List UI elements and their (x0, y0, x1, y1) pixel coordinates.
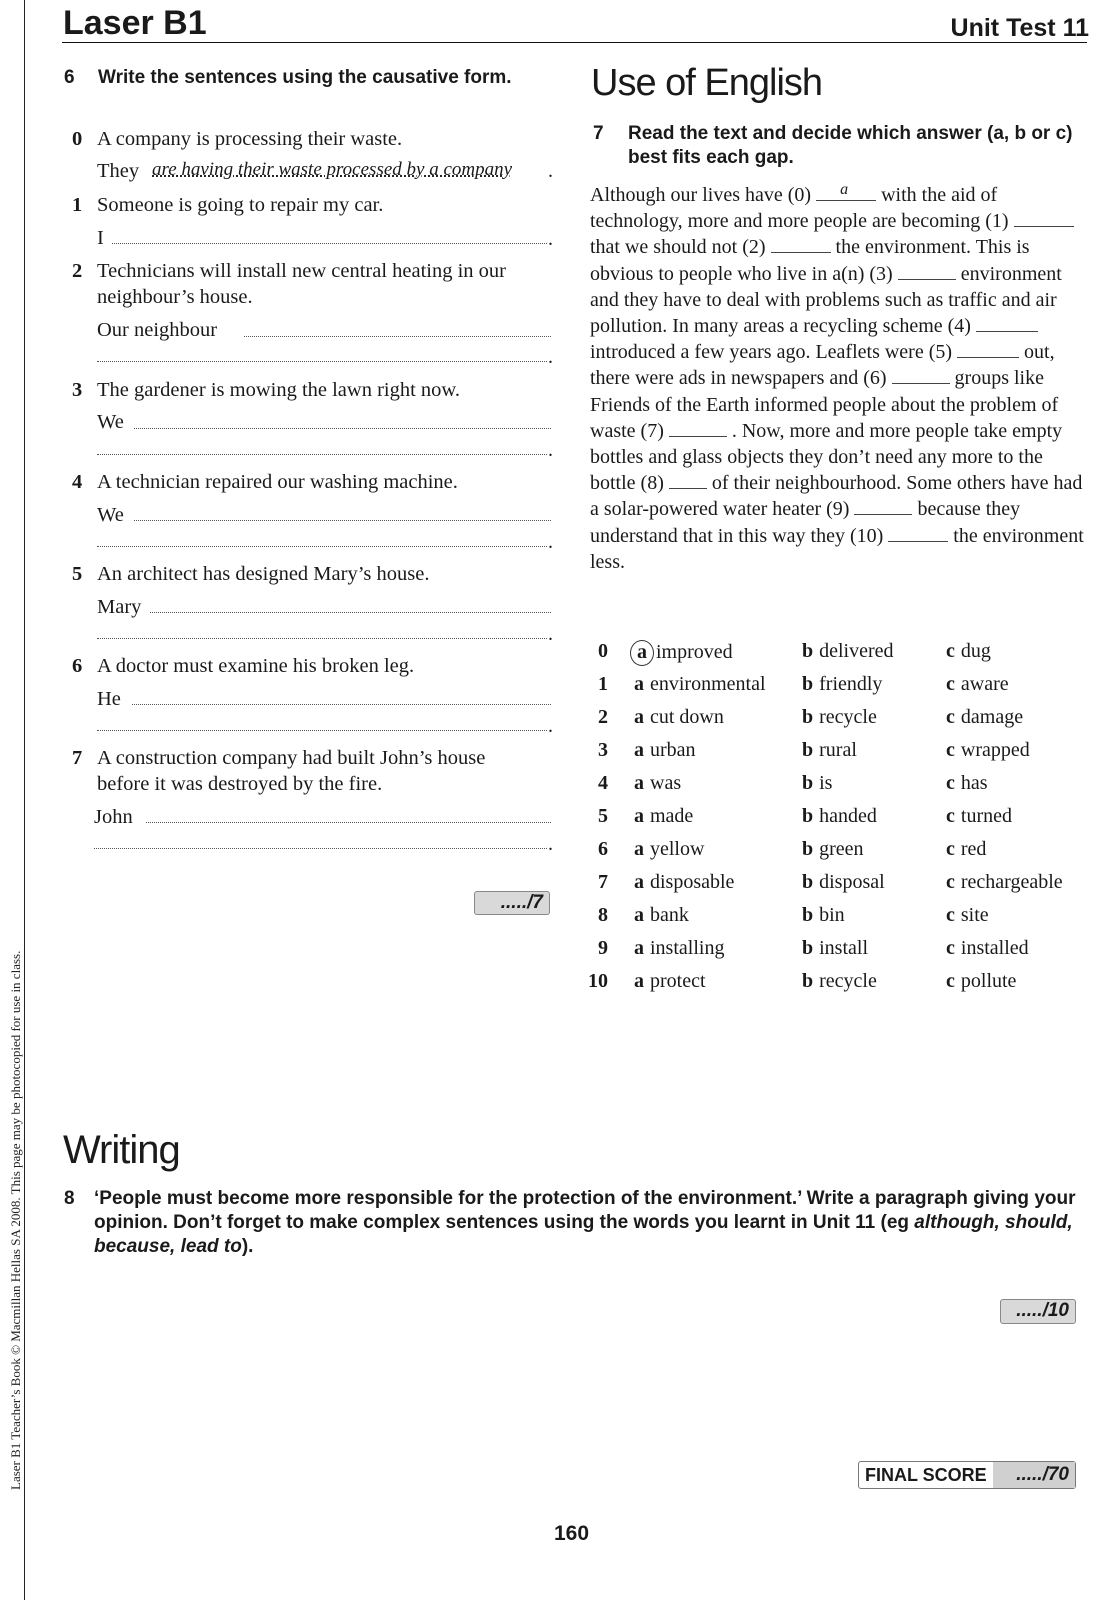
option-number: 6 (598, 838, 608, 860)
passage-text: . Now, more and more people take empty bottles and glass objects they don’t need any more to the bottle (8) (590, 419, 1063, 495)
option-letter: a (634, 904, 644, 926)
option-number: 4 (598, 772, 608, 794)
task-6-instruction: Write the sentences using the causative form. (98, 67, 512, 88)
option-row (586, 640, 1086, 670)
option-text: recycle (819, 706, 877, 728)
option-letter: c (946, 904, 955, 926)
answer-prompt: Mary (97, 596, 142, 618)
task-8-number: 8 (64, 1188, 75, 1209)
period: . (548, 160, 553, 182)
answer-line[interactable] (94, 848, 547, 849)
option-c[interactable] (946, 739, 1030, 762)
option-row (586, 739, 1086, 769)
item-sentence: A company is processing their waste. (97, 128, 403, 150)
option-text: disposable (650, 871, 735, 893)
answer-prompt: I (97, 227, 104, 249)
option-b[interactable] (802, 937, 868, 960)
answer-line[interactable] (97, 361, 547, 362)
option-c[interactable] (946, 871, 1063, 894)
task-7-instruction: Read the text and decide which answer (a, b or c) best fits each gap. (628, 123, 1073, 168)
option-row (586, 871, 1086, 901)
option-letter: c (946, 838, 955, 860)
answer-line[interactable] (97, 730, 547, 731)
task-6-score-box: ...../7 (474, 891, 550, 915)
copyright-notice: Laser B1 Teacher’s Book © Macmillan Hellas SA 2008. This page may be photocopied for use in class. (8, 950, 23, 1490)
option-letter: c (946, 706, 955, 728)
option-letter: b (802, 739, 814, 761)
option-number: 10 (588, 970, 608, 992)
gap-4[interactable] (976, 330, 1038, 332)
instruction-end: ). (241, 1236, 254, 1257)
option-text: was (650, 772, 682, 794)
option-text: install (819, 937, 869, 959)
passage-text: that we should not (2) (590, 236, 766, 259)
option-letter: c (946, 970, 955, 992)
option-text: is (819, 772, 833, 794)
item-number: 1 (72, 194, 83, 216)
option-text: environmental (650, 673, 766, 695)
answer-line[interactable] (150, 612, 551, 613)
option-a[interactable] (634, 904, 689, 927)
option-text: cut down (650, 706, 724, 728)
option-b[interactable] (802, 739, 857, 762)
option-text: installing (650, 937, 725, 959)
option-letter: b (802, 904, 814, 926)
passage-text: environment and they have to deal with problems such as traffic and air pollution. In many areas a recycling scheme (4) (590, 262, 1062, 338)
option-letter: a (634, 871, 644, 893)
cloze-passage (590, 182, 1090, 575)
gap-3[interactable] (898, 278, 956, 280)
final-score-box (858, 1461, 1076, 1489)
option-row (586, 838, 1086, 868)
answer-line[interactable] (112, 243, 547, 244)
margin-rule (24, 0, 25, 1600)
option-b[interactable] (802, 838, 864, 861)
writing-title: Writing (63, 1128, 180, 1172)
option-letter: c (946, 640, 955, 662)
item-sentence: before it was destroyed by the fire. (97, 773, 383, 795)
option-text: turned (960, 805, 1012, 827)
item-number: 4 (72, 471, 83, 493)
period: . (548, 623, 553, 645)
option-text: has (960, 772, 988, 794)
option-c[interactable] (946, 970, 1016, 993)
gap-8[interactable] (669, 487, 707, 489)
task-6-number: 6 (64, 67, 75, 88)
option-text: friendly (819, 673, 883, 695)
option-number: 7 (598, 871, 608, 893)
gap-7[interactable] (669, 435, 727, 437)
option-text: protect (650, 970, 706, 992)
gap-10[interactable] (888, 540, 948, 542)
period: . (548, 531, 553, 553)
option-c[interactable] (946, 904, 989, 927)
answer-prompt: We (97, 504, 124, 526)
option-number: 8 (598, 904, 608, 926)
option-number: 9 (598, 937, 608, 959)
option-text: green (819, 838, 864, 860)
option-letter: c (946, 937, 955, 959)
gap-9[interactable] (854, 513, 912, 515)
answer-prompt: Our neighbour (97, 319, 218, 341)
option-letter: a (634, 772, 644, 794)
option-c[interactable] (946, 838, 986, 861)
item-number: 0 (72, 128, 83, 150)
gap-5[interactable] (957, 356, 1019, 358)
passage-text: because they understand that in this way they (10) (590, 498, 1021, 547)
option-b[interactable] (802, 673, 882, 696)
option-a[interactable] (634, 805, 693, 828)
option-c[interactable] (946, 937, 1029, 960)
item-number: 7 (72, 747, 83, 769)
option-a[interactable] (634, 937, 724, 960)
answer-line[interactable] (244, 336, 551, 337)
option-letter: c (946, 805, 955, 827)
option-text: made (650, 805, 694, 827)
option-row (586, 673, 1086, 703)
option-letter: a (634, 970, 644, 992)
answer-prompt: He (97, 688, 121, 710)
option-a[interactable] (634, 970, 706, 993)
option-text: rechargeable (960, 871, 1063, 893)
option-letter: b (802, 838, 814, 860)
gap-6[interactable] (892, 382, 950, 384)
option-row (586, 772, 1086, 802)
option-text: red (960, 838, 987, 860)
option-row (586, 805, 1086, 835)
option-c[interactable] (946, 772, 988, 795)
period: . (548, 346, 553, 368)
task-8-score-box: ...../10 (1000, 1299, 1076, 1324)
option-letter: a (634, 805, 644, 827)
option-number: 3 (598, 739, 608, 761)
item-number: 3 (72, 379, 83, 401)
option-text: delivered (819, 640, 894, 662)
option-b[interactable] (802, 805, 877, 828)
option-letter: b (802, 871, 814, 893)
passage-text: groups like Friends of the Earth informed people about the problem of waste (7) (590, 367, 1059, 442)
answer-line[interactable] (134, 520, 551, 521)
option-row (586, 937, 1086, 967)
example-answer: are having their waste processed by a company (152, 159, 513, 180)
option-a[interactable] (634, 673, 766, 696)
option-a[interactable] (634, 772, 681, 795)
passage-text: of their neighbourhood. Some others have had a solar-powered water heater (9) (590, 472, 1083, 521)
option-letter: a (630, 640, 654, 666)
answer-line[interactable] (134, 428, 551, 429)
final-score-label: FINAL SCORE (865, 1465, 987, 1485)
item-sentence: A technician repaired our washing machine. (97, 471, 458, 493)
answer-line[interactable] (97, 454, 547, 455)
period: . (548, 833, 553, 855)
option-b[interactable] (802, 970, 877, 993)
option-number: 0 (598, 640, 608, 662)
option-letter: b (802, 772, 814, 794)
option-a[interactable] (634, 739, 696, 762)
option-letter: b (802, 937, 814, 959)
answer-prompt: We (97, 411, 124, 433)
instruction-text: ‘People must become more responsible for the protection of the environment.’ Write a paragraph giving your opinion. Don’t forget to make complex sentences using the words you learnt in Unit 11 (eg (94, 1188, 1076, 1233)
task-7-number: 7 (593, 123, 604, 144)
item-sentence: A construction company had built John’s house (97, 747, 486, 769)
item-sentence: Someone is going to repair my car. (97, 194, 384, 216)
option-c[interactable] (946, 673, 1009, 696)
option-row (586, 706, 1086, 736)
passage-text: the environment less. (590, 524, 1084, 573)
passage-text: out, there were ads in newspapers and (6) (590, 341, 1055, 390)
answer-prompt: John (94, 806, 133, 828)
option-text: dug (960, 640, 991, 662)
answer-prompt: They (97, 160, 140, 182)
option-letter: b (802, 970, 814, 992)
answer-line[interactable] (97, 638, 547, 639)
period: . (548, 715, 553, 737)
option-text: yellow (650, 838, 705, 860)
passage-text: Although our lives have (0) (590, 184, 812, 206)
item-number: 6 (72, 655, 83, 677)
option-a[interactable] (634, 706, 724, 729)
final-score-value: ...../70 (993, 1462, 1075, 1488)
example-answer-letter: a (840, 181, 849, 198)
passage-text: introduced a few years ago. Leaflets were (5) (590, 341, 953, 364)
gap-0 (816, 181, 876, 201)
answer-line[interactable] (146, 822, 551, 823)
option-c[interactable] (946, 640, 991, 663)
option-c[interactable] (946, 805, 1012, 828)
use-of-english-title: Use of English (591, 62, 823, 104)
gap-2[interactable] (771, 251, 831, 253)
option-row (586, 904, 1086, 934)
period: . (548, 228, 553, 250)
option-letter: c (946, 772, 955, 794)
option-letter: b (802, 706, 814, 728)
unit-title: Unit Test 11 (950, 14, 1089, 42)
gap-1[interactable] (1014, 225, 1074, 227)
option-text: wrapped (960, 739, 1030, 761)
item-number: 2 (72, 260, 83, 282)
option-c[interactable] (946, 706, 1023, 729)
option-text: installed (960, 937, 1029, 959)
option-a[interactable] (634, 871, 734, 894)
option-text: aware (960, 673, 1009, 695)
header-rule (62, 42, 1087, 43)
option-b[interactable] (802, 706, 877, 729)
item-sentence: The gardener is mowing the lawn right now. (97, 379, 461, 401)
book-title: Laser B1 (63, 4, 207, 42)
answer-line[interactable] (97, 546, 547, 547)
option-text: site (960, 904, 989, 926)
item-number: 5 (72, 563, 83, 585)
option-number: 5 (598, 805, 608, 827)
option-text: disposal (819, 871, 885, 893)
answer-line[interactable] (132, 704, 551, 705)
item-sentence: A doctor must examine his broken leg. (97, 655, 415, 677)
option-letter: c (946, 871, 955, 893)
option-b[interactable] (802, 904, 845, 927)
option-letter: b (802, 673, 814, 695)
option-text: bin (819, 904, 845, 926)
option-number: 1 (598, 673, 608, 695)
task-8-instruction (94, 1187, 1084, 1259)
option-letter: b (802, 805, 814, 827)
option-row (586, 970, 1086, 1000)
option-a[interactable] (634, 838, 704, 861)
option-letter: c (946, 739, 955, 761)
option-b[interactable] (802, 871, 885, 894)
option-letter: c (946, 673, 955, 695)
option-text: improved (656, 641, 733, 663)
option-letter: a (634, 838, 644, 860)
option-text: urban (650, 739, 696, 761)
option-letter: a (634, 673, 644, 695)
passage-text: with the aid of technology, more and more people are becoming (1) (590, 184, 1009, 233)
option-text: damage (960, 706, 1024, 728)
option-a[interactable] (634, 640, 733, 666)
option-letter: a (634, 739, 644, 761)
item-sentence: neighbour’s house. (97, 286, 253, 308)
option-text: rural (819, 739, 857, 761)
item-sentence: Technicians will install new central heating in our (97, 260, 507, 282)
option-b[interactable] (802, 772, 832, 795)
option-text: recycle (819, 970, 877, 992)
option-text: bank (650, 904, 689, 926)
option-text: handed (819, 805, 877, 827)
option-b[interactable] (802, 640, 894, 663)
option-letter: a (634, 706, 644, 728)
instruction-examples: although, should, because, lead to (94, 1212, 1073, 1257)
option-text: pollute (960, 970, 1017, 992)
option-letter: b (802, 640, 814, 662)
option-letter: a (634, 937, 644, 959)
option-number: 2 (598, 706, 608, 728)
passage-text: the environment. This is obvious to people who live in a(n) (3) (590, 236, 1030, 285)
period: . (548, 439, 553, 461)
item-sentence: An architect has designed Mary’s house. (97, 563, 430, 585)
page-number: 160 (554, 1522, 590, 1545)
